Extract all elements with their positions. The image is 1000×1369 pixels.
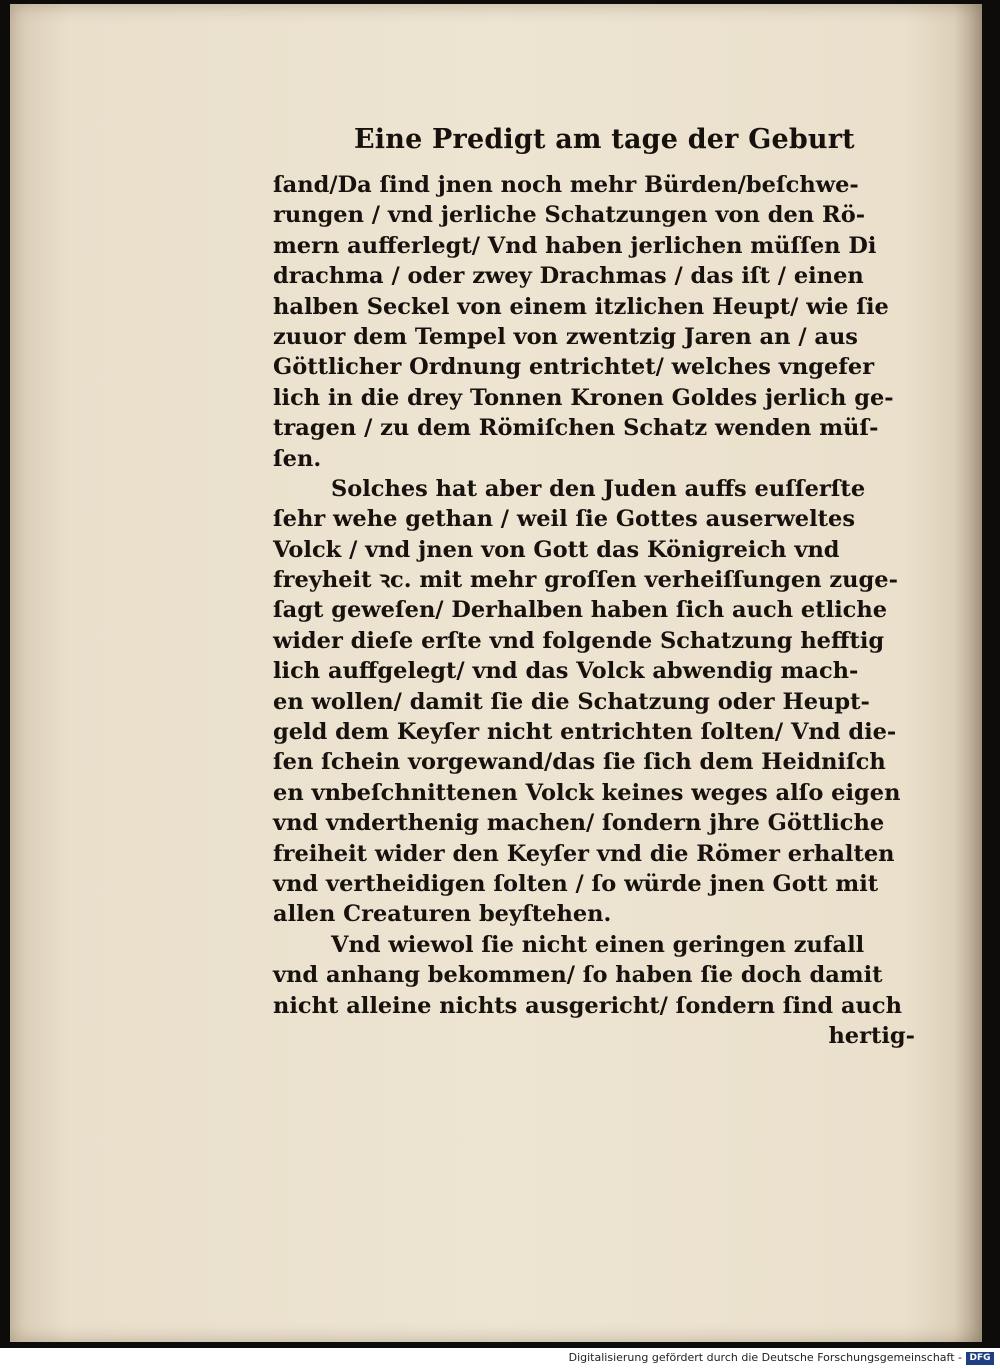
- page-heading: Eine Predigt am tage der Geburt: [354, 124, 855, 155]
- text-line: nicht alleine nichts ausgericht/ ſondern ſind auch: [273, 992, 902, 1019]
- text-line: freiheit wider den Keyſer vnd die Römer erhalten: [273, 840, 895, 867]
- footer-bar: [0, 1348, 1000, 1369]
- text-line: ſehr wehe gethan / weil ſie Gottes auserweltes: [273, 506, 856, 533]
- text-line: lich in die drey Tonnen Kronen Goldes jerlich ge-: [273, 384, 894, 411]
- text-line: ſen.: [273, 445, 322, 472]
- text-line: ſagt geweſen/ Derhalben haben ſich auch etliche: [273, 597, 888, 624]
- text-line: allen Creaturen beyſtehen.: [273, 901, 612, 928]
- text-line: en wollen/ damit ſie die Schatzung oder Heupt-: [273, 688, 870, 715]
- catchword: hertig-: [828, 1022, 915, 1049]
- text-line: vnd anhang bekommen/ ſo haben ſie doch damit: [273, 962, 883, 989]
- text-line: zuuor dem Tempel von zwentzig Jaren an / aus: [273, 323, 858, 350]
- text-line: en vnbeſchnittenen Volck keines weges alſo eigen: [273, 779, 901, 806]
- text-line: vnd vnderthenig machen/ ſondern jhre Göttliche: [273, 810, 885, 837]
- footer-credit: Digitalisierung gefördert durch die Deutsche Forschungsgemeinschaft -: [568, 1351, 962, 1364]
- text-line: mern aufferlegt/ Vnd haben jerlichen müſſen Di: [273, 232, 877, 259]
- text-line: geld dem Keyſer nicht entrichten ſolten/ Vnd die-: [273, 719, 897, 746]
- text-line: halben Seckel von einem itzlichen Heupt/ wie ſie: [273, 293, 889, 320]
- text-line: Vnd wiewol ſie nicht einen geringen zufall: [331, 931, 865, 958]
- page-body: [273, 170, 923, 1051]
- text-line: Solches hat aber den Juden auffs euſſerſte: [331, 475, 866, 502]
- text-line: tragen / zu dem Römiſchen Schatz wenden müſ-: [273, 415, 879, 442]
- text-line: freyheit ꝛc. mit mehr groſſen verheiſſungen zuge-: [273, 567, 898, 594]
- text-line: Göttlicher Ordnung entrichtet/ welches vngefer: [273, 354, 875, 381]
- text-line: Volck / vnd jnen von Gott das Königreich vnd: [273, 536, 840, 563]
- text-line: ſand/Da ſind jnen noch mehr Bürden/beſchwe-: [273, 172, 859, 198]
- text-line: drachma / oder zwey Drachmas / das iſt / einen: [273, 263, 864, 290]
- text-line: vnd vertheidigen ſolten / ſo würde jnen Gott mit: [273, 870, 879, 897]
- text-line: lich auffgelegt/ vnd das Volck abwendig mach-: [273, 658, 859, 685]
- book-page: [10, 4, 982, 1342]
- dfg-logo-icon: DFG: [966, 1352, 994, 1365]
- text-line: rungen / vnd jerliche Schatzungen von den Rö-: [273, 202, 866, 229]
- text-line: ſen ſchein vorgewand/das ſie ſich dem Heidniſch: [273, 749, 886, 776]
- text-line: wider dieſe erſte vnd folgende Schatzung hefftig: [273, 627, 885, 654]
